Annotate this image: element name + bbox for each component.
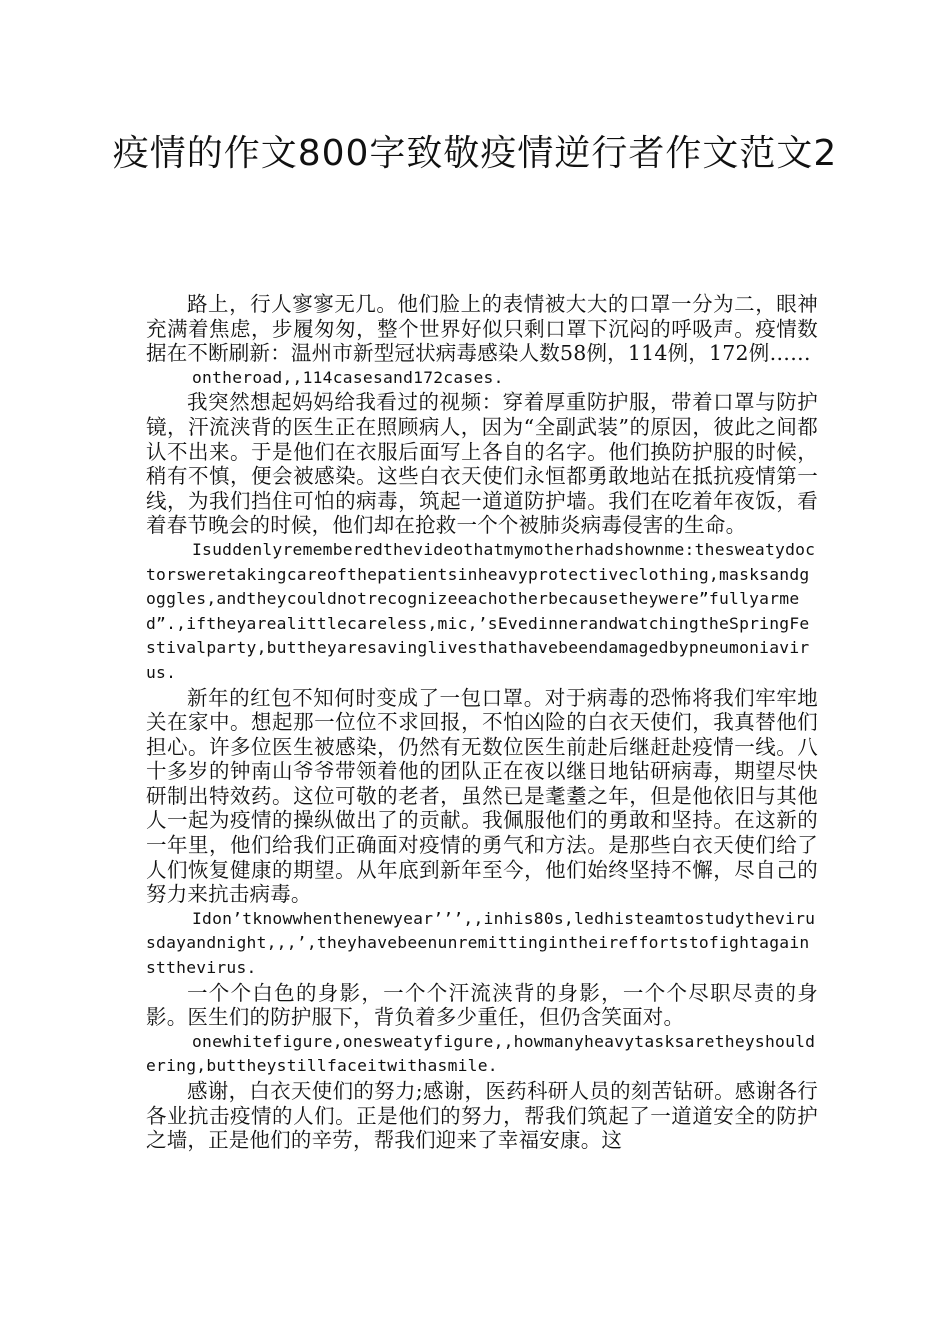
paragraph-en: onewhitefigure,onesweatyfigure,,howmanyheavytasksaretheyshouldering,buttheystillfaceitwithasmile.: [146, 1031, 816, 1076]
paragraph-zh: 新年的红包不知何时变成了一包口罩。对于病毒的恐怖将我们牢牢地关在家中。想起那一位位不求回报，不怕凶险的白衣天使们，我真替他们担心。许多位医生被感染，仍然有无数位医生前赴后继赶赴疫情一线。八十多岁的钟南山爷爷带领着他的团队正在夜以继日地钻研病毒，期望尽快研制出特效药。这位可敬的老者，虽然已是耄耋之年，但是他依旧与其他人一起为疫情的操纵做出了的贡献。我佩服他们的勇敢和坚持。在这新的一年里，他们给我们正确面对疫情的勇气和方法。是那些白衣天使们给了人们恢复健康的期望。从年底到新年至今，他们始终坚持不懈，尽自己的努力来抗击病毒。: [146, 685, 818, 907]
paragraph-en: ontheroad,,114casesand172cases.: [192, 367, 504, 387]
paragraph-zh: 一个个白色的身影，一个个汗流浃背的身影，一个个尽职尽责的身影。医生们的防护服下，背负着多少重任，但仍含笑面对。: [146, 980, 818, 1030]
paragraph-en: Isuddenlyrememberedthevideothatmymotherhadshownme:thesweatydoctorsweretakingcareofthepatientsinheavyprotectiveclothing,masksandgoggles,andtheycouldnotrecognizeeachotherbecausetheywere”fullyarmed”.,iftheyarealittlecareless,mic,’sEvedinnerandwatchingtheSpringFestivalparty,buttheyaresavinglivesthathavebeendamagedbypneumoniavirus.: [146, 539, 816, 682]
document-title: 疫情的作文800字致敬疫情逆行者作文范文2: [112, 133, 838, 174]
paragraph-zh: 感谢，白衣天使们的努力;感谢，医药科研人员的刻苦钻研。感谢各行各业抗击疫情的人们。正是他们的努力，帮我们筑起了一道道安全的防护之墙，正是他们的辛劳，帮我们迎来了幸福安康。这: [146, 1079, 818, 1153]
document-body: [146, 292, 818, 1153]
paragraph-zh: 我突然想起妈妈给我看过的视频：穿着厚重防护服，带着口罩与防护镜，汗流浃背的医生正在照顾病人，因为“全副武装”的原因，彼此之间都认不出来。于是他们在衣服后面写上各自的名字。他们换防护服的时候，稍有不慎，便会被感染。这些白衣天使们永恒都勇敢地站在抵抗疫情第一线，为我们挡住可怕的病毒，筑起一道道防护墙。我们在吃着年夜饭，看着春节晚会的时候，他们却在抢救一个个被肺炎病毒侵害的生命。: [146, 390, 818, 538]
paragraph-zh: 路上，行人寥寥无几。他们脸上的表情被大大的口罩一分为二，眼神充满着焦虑，步履匆匆，整个世界好似只剩口罩下沉闷的呼吸声。疫情数据在不断刷新：温州市新型冠状病毒感染人数58例，114例，172例……: [146, 292, 818, 366]
paragraph-en: Idon’tknowwhenthenewyear’’’,,inhis80s,ledhisteamtostudythevirusdayandnight,,,’,theyhavebeenunremittingintheireffortstofightagainstthevirus.: [146, 908, 816, 978]
